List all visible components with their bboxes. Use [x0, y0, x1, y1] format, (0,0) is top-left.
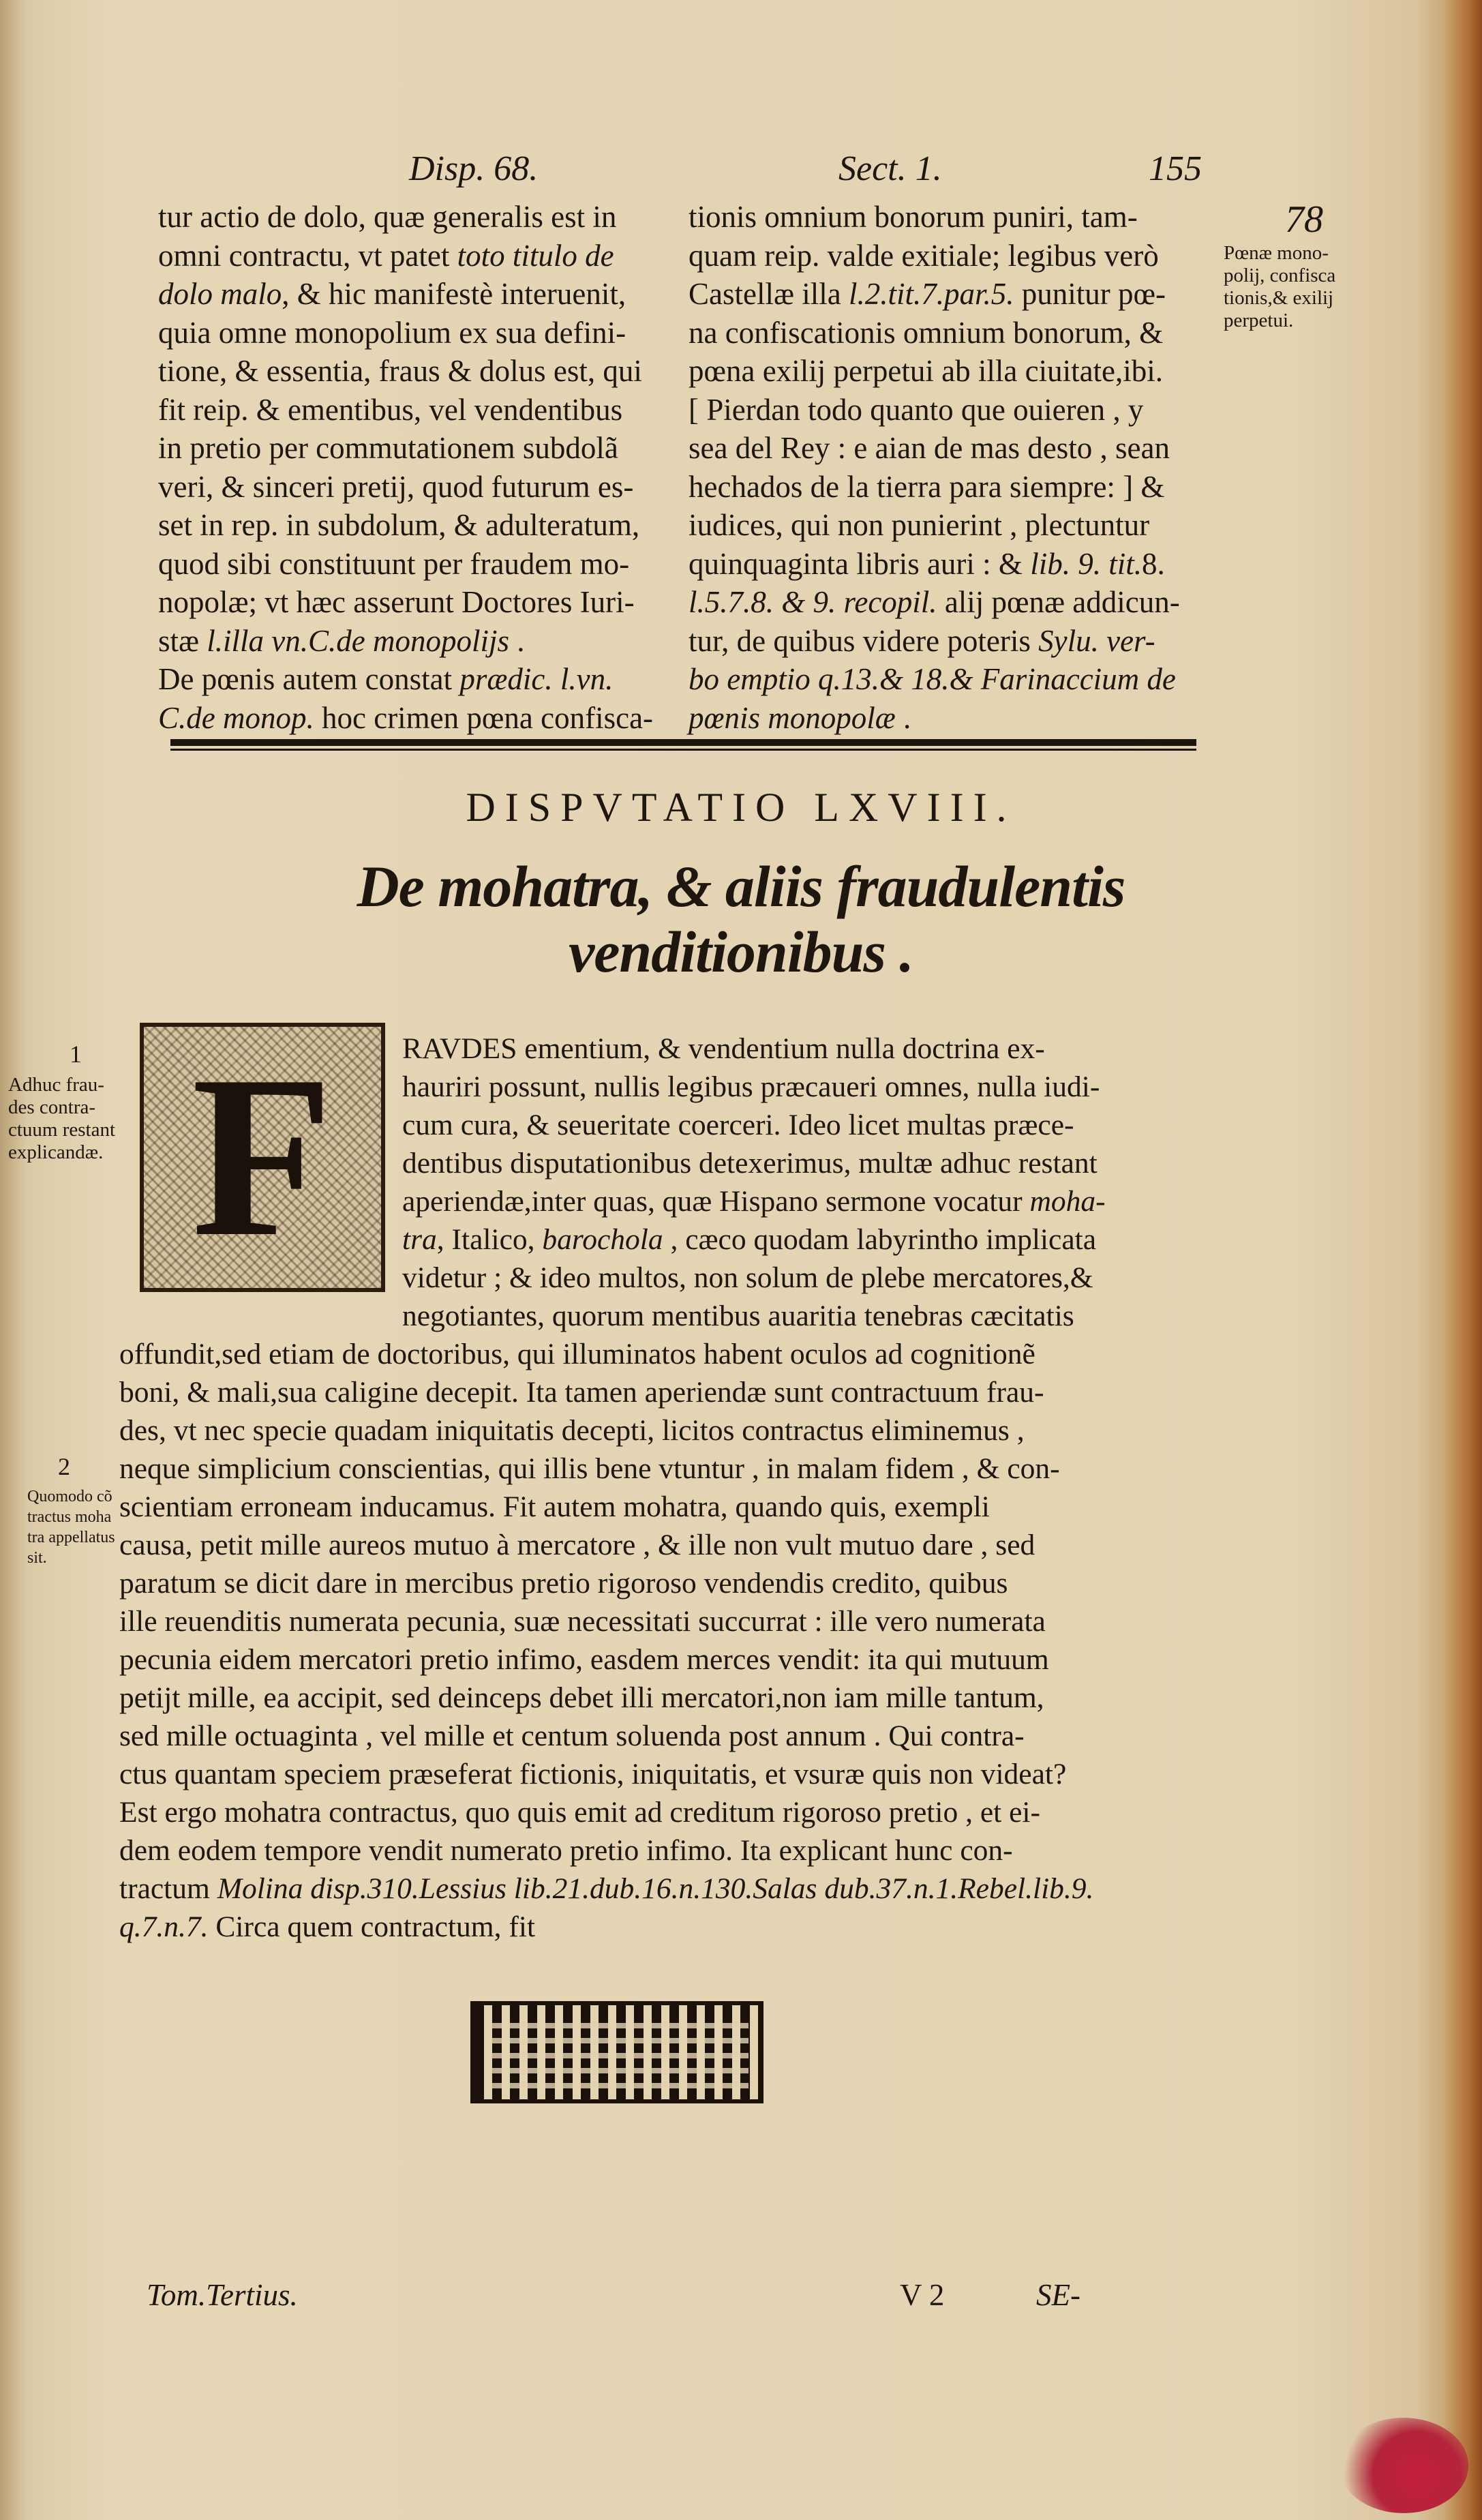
text-line — [158, 660, 653, 699]
body-text-opening — [402, 1030, 1106, 1335]
text-run: set in rep. in subdolum, & adulteratum, — [158, 508, 640, 542]
text-line — [689, 506, 1180, 545]
right-column — [689, 198, 1180, 737]
italic-run: dolo malo — [158, 277, 282, 311]
text-line — [119, 1564, 1093, 1602]
decorative-ornament — [470, 2001, 763, 2103]
italic-run: pœnis monopolæ — [689, 700, 896, 735]
text-run: tractum — [119, 1872, 217, 1905]
text-run: fit reip. & ementibus, vel vendentibus — [158, 392, 623, 427]
text-run: hauriri possunt, nullis legibus præcaueri omnes, nulla iudi- — [402, 1070, 1100, 1103]
text-run: punitur pœ- — [1014, 277, 1166, 311]
text-line — [689, 198, 1180, 237]
text-line — [158, 352, 653, 391]
text-run: iudices, qui non punierint , plectuntur — [689, 508, 1150, 542]
text-run: ctus quantam speciem præseferat fictionis, iniquitatis, et vsuræ quis non videat? — [119, 1758, 1067, 1790]
text-line — [402, 1297, 1106, 1335]
text-run: cum cura, & seueritate coerceri. Ideo licet multas præce- — [402, 1109, 1074, 1141]
italic-run: lib. 9. tit. — [1030, 546, 1142, 581]
red-stain — [1339, 2418, 1468, 2513]
margin-paragraph-number-1: 1 — [70, 1040, 82, 1068]
body-text — [119, 1335, 1093, 1946]
text-line — [158, 237, 653, 275]
section-rule — [170, 739, 1196, 746]
text-run: na confiscationis omnium bonorum, & — [689, 315, 1164, 350]
section-rule-thin — [170, 749, 1196, 751]
text-run: tur, de quibus videre poteris — [689, 623, 1039, 658]
initial-letter: F — [192, 1028, 333, 1285]
text-line — [402, 1068, 1106, 1106]
text-line — [402, 1220, 1106, 1259]
text-run: . — [895, 700, 911, 735]
margin-number: 78 — [1285, 198, 1323, 241]
text-run: offundit,sed etiam de doctoribus, qui illuminatos habent oculos ad cognitionẽ — [119, 1338, 1035, 1370]
text-run: sea del Rey : e aian de mas desto , sean — [689, 431, 1170, 465]
text-line — [119, 1602, 1093, 1640]
text-line — [402, 1144, 1106, 1182]
text-run: des, vt nec specie quadam iniquitatis decepti, licitos contractus eliminemus , — [119, 1414, 1025, 1447]
margin-note-line: tractus moha — [27, 1508, 112, 1526]
text-line — [119, 1755, 1093, 1793]
text-run: causa, petit mille aureos mutuo à mercatore , & ille non vult mutuo dare , sed — [119, 1529, 1035, 1561]
text-run: hoc crimen pœna confisca- — [314, 700, 654, 735]
text-line — [689, 237, 1180, 275]
text-line — [689, 583, 1180, 622]
running-head-disputation: Disp. 68. — [409, 149, 539, 188]
text-line — [158, 429, 653, 468]
text-run: aperiendæ,inter quas, quæ Hispano sermone vocatur — [402, 1185, 1030, 1218]
left-margin-note-2 — [27, 1486, 115, 1568]
italic-run: tra — [402, 1223, 437, 1256]
text-run: videtur ; & ideo multos, non solum de plebe mercatores,& — [402, 1261, 1093, 1294]
text-line — [119, 1411, 1093, 1450]
text-line — [158, 275, 653, 314]
italic-run: C.de monop. — [158, 700, 314, 735]
text-run: hechados de la tierra para siempre: ] & — [689, 469, 1165, 504]
text-line — [689, 429, 1180, 468]
text-line — [689, 468, 1180, 507]
text-line — [119, 1335, 1093, 1373]
text-run: , & hic manifestè interuenit, — [282, 277, 626, 311]
text-line — [402, 1182, 1106, 1220]
text-line — [689, 545, 1180, 584]
left-margin-note-1 — [8, 1074, 115, 1164]
text-run: RAVDES ementium, & vendentium nulla doctrina ex- — [402, 1032, 1045, 1065]
right-margin-note — [1224, 242, 1335, 332]
text-line — [119, 1717, 1093, 1755]
text-run: tur actio de dolo, quæ generalis est in — [158, 200, 617, 234]
text-run: [ Pierdan todo quanto que ouieren , y — [689, 392, 1144, 427]
text-line — [119, 1831, 1093, 1870]
text-line — [119, 1526, 1093, 1564]
text-run: sed mille octuaginta , vel mille et centum soluenda post annum . Qui contra- — [119, 1720, 1025, 1752]
text-line — [158, 198, 653, 237]
text-run: , cæco quodam labyrintho implicata — [663, 1223, 1097, 1256]
text-line — [119, 1870, 1093, 1908]
page-number: 155 — [1149, 149, 1202, 188]
margin-paragraph-number-2: 2 — [58, 1453, 70, 1480]
margin-note-line: Quomodo cõ — [27, 1488, 112, 1505]
text-run: veri, & sinceri pretij, quod futurum es- — [158, 469, 634, 504]
italic-run: q.7.n.7. — [119, 1910, 209, 1943]
text-line — [158, 583, 653, 622]
text-run: Castellæ illa — [689, 277, 849, 311]
margin-note-line: sit. — [27, 1549, 47, 1567]
text-line — [158, 506, 653, 545]
margin-note-line: polij, confisca — [1224, 265, 1336, 286]
title-line-1: De mohatra, & aliis fraudulentis — [357, 854, 1125, 919]
text-run: boni, & mali,sua caligine decepit. Ita tamen aperiendæ sunt contractuum frau- — [119, 1376, 1044, 1409]
catchword: SE- — [1036, 2278, 1080, 2312]
margin-note-line: tra appellatus — [27, 1529, 115, 1546]
text-run: scientiam erroneam inducamus. Fit autem mohatra, quando quis, exempli — [119, 1490, 990, 1523]
text-run: paratum se dicit dare in mercibus pretio rigoroso vendendis credito, quibus — [119, 1567, 1008, 1600]
text-line — [689, 699, 1180, 738]
italic-run: moha- — [1029, 1185, 1106, 1218]
text-line — [158, 622, 653, 661]
text-line — [402, 1030, 1106, 1068]
text-line — [689, 275, 1180, 314]
text-line — [158, 699, 653, 738]
text-line — [119, 1793, 1093, 1831]
text-run: pecunia eidem mercatori pretio infimo, easdem merces vendit: ita qui mutuum — [119, 1643, 1049, 1676]
text-run: . — [509, 623, 525, 658]
text-run: dem eodem tempore vendit numerato pretio infimo. Ita explicant hunc con- — [119, 1834, 1013, 1867]
text-run: nopolæ; vt hæc asserunt Doctores Iuri- — [158, 585, 635, 619]
text-line — [689, 352, 1180, 391]
margin-note-line: Pœnæ mono- — [1224, 242, 1329, 264]
italic-run: Molina disp.310.Lessius lib.21.dub.16.n.130.Salas dub.37.n.1.Rebel.lib.9. — [217, 1872, 1094, 1905]
text-line — [119, 1679, 1093, 1717]
text-line — [402, 1106, 1106, 1144]
italic-run: Sylu. ver- — [1038, 623, 1155, 658]
text-run: neque simplicium conscientias, qui illis bene vtuntur , in malam fidem , & con- — [119, 1452, 1060, 1485]
text-run: in pretio per commutationem subdolã — [158, 431, 618, 465]
text-run: pœna exilij perpetui ab illa ciuitate,ibi. — [689, 354, 1164, 388]
italic-run: prædic. l.vn. — [459, 662, 614, 696]
text-run: alij pœnæ addicun- — [937, 585, 1180, 619]
text-line — [158, 391, 653, 430]
text-line — [689, 391, 1180, 430]
text-run: quod sibi constituunt per fraudem mo- — [158, 546, 630, 581]
text-line — [402, 1259, 1106, 1297]
text-run: negotiantes, quorum mentibus auaritia tenebras cæcitatis — [402, 1300, 1074, 1332]
text-line — [119, 1450, 1093, 1488]
text-run: quia omne monopolium ex sua defini- — [158, 315, 626, 350]
text-line — [689, 314, 1180, 352]
text-run: dentibus disputationibus detexerimus, multæ adhuc restant — [402, 1147, 1098, 1180]
italic-run: barochola — [542, 1223, 663, 1256]
text-run: quinquaginta libris auri : & — [689, 546, 1031, 581]
text-line — [158, 545, 653, 584]
running-head-section: Sect. 1. — [838, 149, 942, 188]
italic-run: toto titulo de — [457, 238, 614, 273]
margin-note-line: explicandæ. — [8, 1141, 104, 1163]
italic-run: l.2.tit.7.par.5. — [848, 277, 1014, 311]
title-line-2: venditionibus . — [569, 919, 913, 985]
margin-note-line: des contra- — [8, 1096, 96, 1118]
text-run: Circa quem contractum, fit — [208, 1910, 536, 1943]
text-line — [119, 1640, 1093, 1679]
margin-note-line: ctuum restant — [8, 1119, 116, 1141]
disputation-heading: DISPVTATIO LXVIII. — [466, 785, 1016, 830]
margin-note-line: perpetui. — [1224, 310, 1294, 331]
text-run: Est ergo mohatra contractus, quo quis emit ad creditum rigoroso pretio , et ei- — [119, 1796, 1040, 1829]
italic-run: l.5.7.8. & 9. recopil. — [689, 585, 937, 619]
text-line — [689, 622, 1180, 661]
text-run: De pœnis autem constat — [158, 662, 460, 696]
margin-note-line: tionis,& exilij — [1224, 287, 1334, 309]
text-run: ille reuenditis numerata pecunia, suæ necessitati succurrat : ille vero numerata — [119, 1605, 1046, 1638]
text-run: quam reip. valde exitiale; legibus verò — [689, 238, 1159, 273]
text-line — [119, 1373, 1093, 1411]
italic-run: bo emptio q.13.& 18.& Farinaccium de — [689, 662, 1176, 696]
text-run: stæ — [158, 623, 207, 658]
text-run: , Italico, — [436, 1223, 543, 1256]
left-column — [158, 198, 653, 737]
text-line — [158, 468, 653, 507]
text-line — [158, 314, 653, 352]
page-edge-shadow — [1445, 0, 1482, 2520]
italic-run: l.illa vn.C.de monopolijs — [207, 623, 510, 658]
text-run: tionis omnium bonorum puniri, tam- — [689, 200, 1138, 234]
text-line — [689, 660, 1180, 699]
text-line — [119, 1488, 1093, 1526]
text-run: petijt mille, ea accipit, sed deinceps debet illi mercatori,non iam mille tantum, — [119, 1681, 1044, 1714]
decorated-initial — [140, 1023, 385, 1292]
signature-mark: V 2 — [900, 2278, 945, 2312]
text-run: tione, & essentia, fraus & dolus est, qui — [158, 354, 642, 388]
disputation-title — [0, 854, 1482, 985]
text-run: omni contractu, vt patet — [158, 238, 457, 273]
text-line — [119, 1908, 1093, 1946]
margin-note-line: Adhuc frau- — [8, 1074, 104, 1096]
footer-volume: Tom.Tertius. — [147, 2278, 298, 2312]
text-run: 8. — [1141, 546, 1165, 581]
